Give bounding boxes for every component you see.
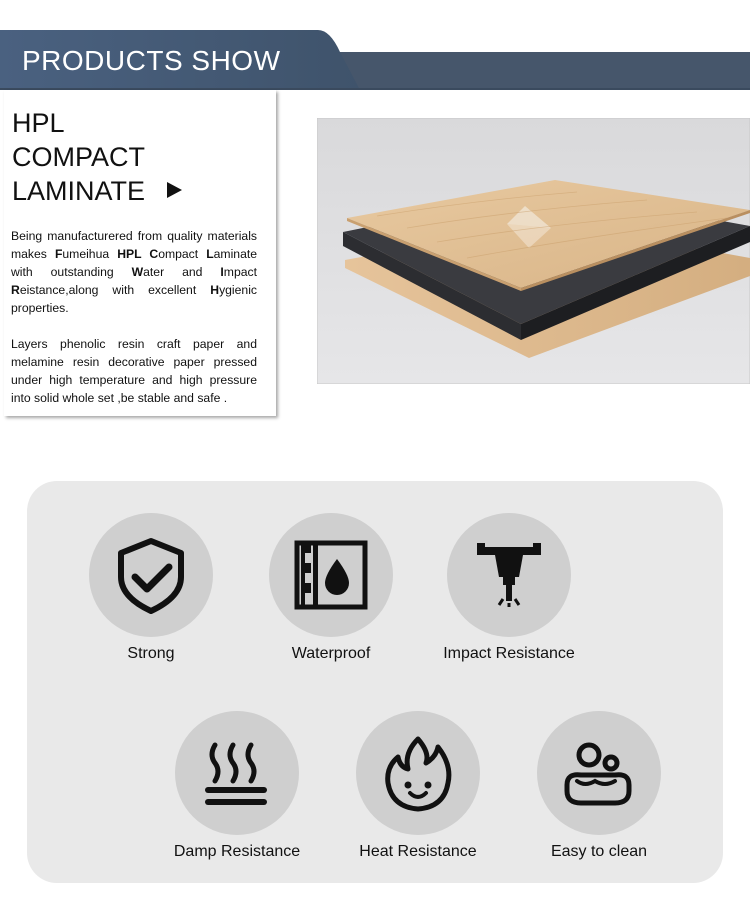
waterproof-icon [291, 535, 371, 615]
steam-icon [197, 733, 277, 813]
feature-circle [269, 513, 393, 637]
feature-impact-resistance [419, 513, 599, 663]
feature-circle [537, 711, 661, 835]
description-card [4, 90, 276, 416]
heading-line-3: LAMINATE [12, 176, 146, 206]
feature-label: Impact Resistance [443, 645, 575, 662]
description-paragraph-2: Layers phenolic resin craft paper and melamine resin decorative paper pressed under high temperature and high pressure into solid whole set ,be stable and safe . [11, 337, 257, 405]
feature-easy-to-clean [509, 711, 689, 861]
heading-line-2: COMPACT [12, 142, 145, 172]
heading-line-1: HPL [12, 108, 65, 138]
feature-circle [175, 711, 299, 835]
feature-circle [356, 711, 480, 835]
feature-damp-resistance [147, 711, 327, 861]
play-arrow-icon [167, 182, 182, 198]
feature-label: Strong [127, 645, 175, 662]
feature-circle [447, 513, 571, 637]
feature-waterproof [241, 513, 421, 663]
feature-strong [61, 513, 241, 663]
feature-label: Waterproof [291, 645, 371, 662]
feature-label: Damp Resistance [173, 843, 301, 860]
flame-icon [378, 733, 458, 813]
feature-label: Easy to clean [550, 843, 648, 860]
bubbles-icon [559, 733, 639, 813]
shield-check-icon [111, 535, 191, 615]
product-heading [12, 106, 182, 208]
description-paragraph-1: Being manufacturered from quality materials makes Fumeihua HPL Compact Laminate with outstanding Water and Impact Reistance,along with excellent Hygienic properties. [11, 229, 258, 315]
jackhammer-icon [469, 535, 549, 615]
features-panel [27, 481, 723, 883]
banner-title: PRODUCTS SHOW [22, 45, 281, 76]
laminate-layers-image [317, 118, 750, 384]
feature-circle [89, 513, 213, 637]
feature-heat-resistance [328, 711, 508, 861]
feature-label: Heat Resistance [359, 843, 477, 860]
